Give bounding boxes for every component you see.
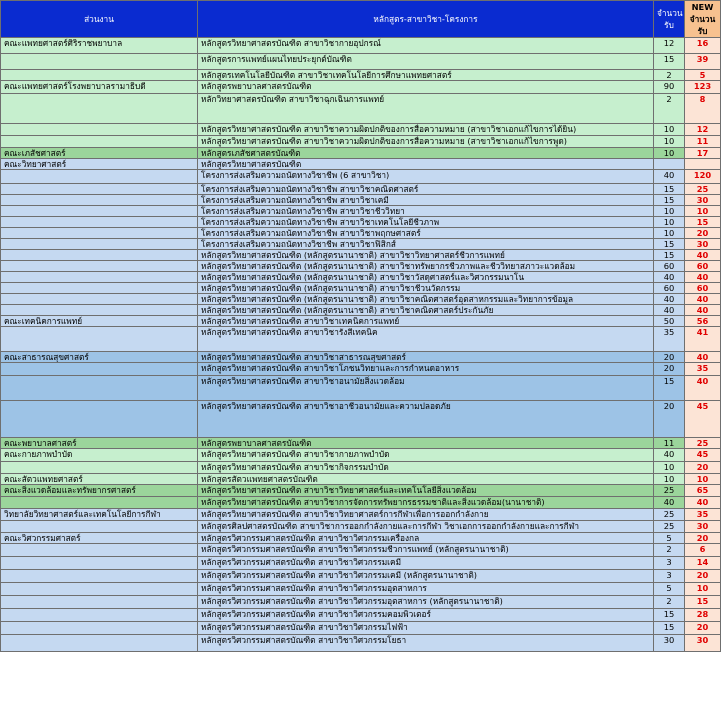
program-cell: หลักวิทยาศาสตรบัณฑิต สาขาวิชาฉุกเฉินการแพทย์ xyxy=(198,94,654,124)
program-cell: หลักสูตรวิทยาศาสตรบัณฑิต สาขาวิชากายอุปกรณ์ xyxy=(198,38,654,54)
count-cell: 60 xyxy=(654,261,685,272)
program-cell: หลักสูตรวิศวกรรมศาสตรบัณฑิต สาขาวิชาวิศวกรรมเครื่องกล xyxy=(198,533,654,544)
table-row xyxy=(1,635,721,652)
table-row xyxy=(1,521,721,533)
count-cell: 2 xyxy=(654,596,685,609)
table-row xyxy=(1,509,721,521)
unit-cell xyxy=(1,609,198,622)
unit-cell xyxy=(1,622,198,635)
count-cell: 15 xyxy=(654,195,685,206)
program-cell: โครงการส่งเสริมความถนัดทางวิชาชีพ สาขาวิชาคณิตศาสตร์ xyxy=(198,184,654,195)
count-cell: 10 xyxy=(654,206,685,217)
unit-cell: คณะสัตวแพทยศาสตร์ xyxy=(1,474,198,485)
table-row xyxy=(1,474,721,485)
unit-cell xyxy=(1,195,198,206)
count-cell: 40 xyxy=(654,272,685,283)
program-cell: โครงการส่งเสริมความถนัดทางวิชาชีพ สาขาวิชาเทคโนโลยีชีวภาพ xyxy=(198,217,654,228)
unit-cell xyxy=(1,294,198,305)
program-cell: หลักสูตรวิทยาศาสตรบัณฑิต สาขาวิชาโภชนวิทยาและการกำหนดอาหาร xyxy=(198,363,654,376)
unit-cell xyxy=(1,184,198,195)
table-row xyxy=(1,305,721,316)
table-row xyxy=(1,438,721,449)
table-row xyxy=(1,217,721,228)
count-cell: 10 xyxy=(654,148,685,159)
table-row xyxy=(1,283,721,294)
unit-cell xyxy=(1,570,198,583)
program-cell: หลักสูตรวิทยาศาสตรบัณฑิต สาขาวิชารังสีเทคนิค xyxy=(198,327,654,352)
table-row xyxy=(1,544,721,557)
count-cell: 15 xyxy=(654,239,685,250)
count-cell: 15 xyxy=(654,54,685,70)
count-cell: 15 xyxy=(654,250,685,261)
new-count-cell: 40 xyxy=(685,272,721,283)
new-count-cell: 35 xyxy=(685,509,721,521)
program-cell: หลักสูตรวิศวกรรมศาสตรบัณฑิต สาขาวิชาวิศวกรรมอุตสาหการ xyxy=(198,583,654,596)
new-count-cell: 65 xyxy=(685,485,721,497)
program-cell: หลักสูตรการแพทย์แผนไทยประยุกต์บัณฑิต xyxy=(198,54,654,70)
unit-cell: คณะแพทยศาสตร์ศิริราชพยาบาล xyxy=(1,38,198,54)
count-cell: 60 xyxy=(654,283,685,294)
new-count-cell: 10 xyxy=(685,206,721,217)
count-cell: 20 xyxy=(654,401,685,438)
new-count-cell: 20 xyxy=(685,533,721,544)
new-count-cell: 40 xyxy=(685,250,721,261)
count-cell: 50 xyxy=(654,316,685,327)
new-count-cell: 11 xyxy=(685,136,721,148)
program-cell: หลักสูตรวิทยาศาสตรบัณฑิต สาขาวิชาอาชีวอนามัยและความปลอดภัย xyxy=(198,401,654,438)
new-count-cell: 35 xyxy=(685,363,721,376)
unit-cell xyxy=(1,363,198,376)
unit-cell xyxy=(1,557,198,570)
count-cell: 15 xyxy=(654,376,685,401)
unit-cell: วิทยาลัยวิทยาศาสตร์และเทคโนโลยีการกีฬา xyxy=(1,509,198,521)
unit-cell xyxy=(1,583,198,596)
count-cell: 12 xyxy=(654,38,685,54)
count-cell: 25 xyxy=(654,485,685,497)
unit-cell xyxy=(1,94,198,124)
program-cell: หลักสูตรวิทยาศาสตรบัณฑิต xyxy=(198,159,654,170)
new-count-cell: 30 xyxy=(685,635,721,652)
new-count-cell: 17 xyxy=(685,148,721,159)
new-count-cell: 20 xyxy=(685,228,721,239)
count-cell: 15 xyxy=(654,184,685,195)
count-cell: 15 xyxy=(654,622,685,635)
table-row xyxy=(1,622,721,635)
new-count-cell: 30 xyxy=(685,195,721,206)
unit-cell: คณะสิ่งแวดล้อมและทรัพยากรศาสตร์ xyxy=(1,485,198,497)
count-cell: 30 xyxy=(654,635,685,652)
count-cell: 2 xyxy=(654,94,685,124)
header-count-line1: จำนวน xyxy=(657,8,683,18)
unit-cell: คณะวิศวกรรมศาสตร์ xyxy=(1,533,198,544)
new-count-cell: 123 xyxy=(685,81,721,94)
count-cell: 20 xyxy=(654,352,685,363)
table-row xyxy=(1,239,721,250)
count-cell: 40 xyxy=(654,497,685,509)
program-cell: หลักสูตรศิลปศาสตรบัณฑิต สาขาวิชาการออกกำลังกายและการกีฬา วิชาเอกการออกกำลังกายและการกีฬา xyxy=(198,521,654,533)
program-cell: หลักสูตรวิศวกรรมศาสตรบัณฑิต สาขาวิชาวิศวกรรมคอมพิวเตอร์ xyxy=(198,609,654,622)
unit-cell xyxy=(1,239,198,250)
program-cell: โครงการส่งเสริมความถนัดทางวิชาชีพ สาขาวิชาฟิสิกส์ xyxy=(198,239,654,250)
program-cell: หลักสูตรพยาบาลศาสตรบัณฑิต xyxy=(198,438,654,449)
table-row xyxy=(1,170,721,184)
program-cell: หลักสูตรวิทยาศาสตรบัณฑิต สาขาวิชาวิทยาศาสตร์และเทคโนโลยีสิ่งแวดล้อม xyxy=(198,485,654,497)
table-row xyxy=(1,136,721,148)
program-cell: หลักสูตรวิทยาศาสตรบัณฑิต (หลักสูตรนานาชาติ) สาขาวิชาทรัพยากรชีวภาพและชีววิทยาสภาวะแวดล้อม xyxy=(198,261,654,272)
count-cell: 10 xyxy=(654,217,685,228)
count-cell: 3 xyxy=(654,570,685,583)
program-cell: หลักสูตรวิทยาศาสตรบัณฑิต สาขาวิชากิจกรรมบำบัด xyxy=(198,462,654,474)
unit-cell xyxy=(1,261,198,272)
unit-cell xyxy=(1,70,198,81)
table-row xyxy=(1,250,721,261)
new-count-cell: 25 xyxy=(685,184,721,195)
new-count-cell: 6 xyxy=(685,544,721,557)
unit-cell xyxy=(1,544,198,557)
table-row xyxy=(1,54,721,70)
count-cell: 2 xyxy=(654,544,685,557)
new-count-cell: 20 xyxy=(685,462,721,474)
unit-cell xyxy=(1,283,198,294)
table-row xyxy=(1,148,721,159)
count-cell: 10 xyxy=(654,462,685,474)
table-body xyxy=(1,38,721,652)
program-cell: หลักสูตรวิศวกรรมศาสตรบัณฑิต สาขาวิชาวิศวกรรมไฟฟ้า xyxy=(198,622,654,635)
unit-cell xyxy=(1,250,198,261)
count-cell: 90 xyxy=(654,81,685,94)
count-cell: 15 xyxy=(654,609,685,622)
unit-cell xyxy=(1,305,198,316)
table-row xyxy=(1,294,721,305)
unit-cell: คณะพยาบาลศาสตร์ xyxy=(1,438,198,449)
new-count-cell: 12 xyxy=(685,124,721,136)
unit-cell xyxy=(1,124,198,136)
program-cell: หลักสูตรเทคโนโลยีบัณฑิต สาขาวิชาเทคโนโลยีการศึกษาแพทยศาสตร์ xyxy=(198,70,654,81)
table-row xyxy=(1,462,721,474)
unit-cell: คณะเทคนิคการแพทย์ xyxy=(1,316,198,327)
table-row xyxy=(1,159,721,170)
program-cell: หลักสูตรวิทยาศาสตรบัณฑิต (หลักสูตรนานาชาติ) สาขาวิชาวิทยาศาสตร์ชีวการแพทย์ xyxy=(198,250,654,261)
new-count-cell: 40 xyxy=(685,352,721,363)
table-row xyxy=(1,70,721,81)
program-cell: หลักสูตรวิทยาศาสตรบัณฑิต สาขาวิชาวิทยาศาสตร์การกีฬาเพื่อการออกกำลังกาย xyxy=(198,509,654,521)
header-count xyxy=(654,1,685,38)
unit-cell xyxy=(1,136,198,148)
table-row xyxy=(1,449,721,462)
program-cell: หลักสูตรวิทยาศาสตรบัณฑิต (หลักสูตรนานาชาติ) สาขาวิชาชีวนวัตกรรม xyxy=(198,283,654,294)
new-count-cell: 14 xyxy=(685,557,721,570)
header-row xyxy=(1,1,721,38)
count-cell: 40 xyxy=(654,170,685,184)
new-count-cell: 56 xyxy=(685,316,721,327)
count-cell: 40 xyxy=(654,305,685,316)
new-count-cell: 30 xyxy=(685,239,721,250)
program-cell: หลักสูตรพยาบาลศาสตรบัณฑิต xyxy=(198,81,654,94)
header-new-line3: รับ xyxy=(697,26,708,36)
header-program: หลักสูตร-สาขาวิชา-โครงการ xyxy=(198,1,654,38)
new-count-cell: 20 xyxy=(685,570,721,583)
count-cell: 25 xyxy=(654,509,685,521)
new-count-cell: 40 xyxy=(685,376,721,401)
program-cell: หลักสูตรวิทยาศาสตรบัณฑิต สาขาวิชาเทคนิคการแพทย์ xyxy=(198,316,654,327)
program-cell: หลักสูตรวิศวกรรมศาสตรบัณฑิต สาขาวิชาวิศวกรรมชีวการแพทย์ (หลักสูตรนานาชาติ) xyxy=(198,544,654,557)
header-new-count xyxy=(685,1,721,38)
count-cell: 10 xyxy=(654,124,685,136)
unit-cell: คณะสาธารณสุขศาสตร์ xyxy=(1,352,198,363)
unit-cell xyxy=(1,206,198,217)
program-cell: หลักสูตรวิทยาศาสตรบัณฑิต (หลักสูตรนานาชาติ) สาขาวิชาคณิตศาสตร์อุตสาหกรรมและวิทยาการข้อมูล xyxy=(198,294,654,305)
new-count-cell: 15 xyxy=(685,596,721,609)
program-cell: หลักสูตรวิทยาศาสตรบัณฑิต สาขาวิชาการจัดการทรัพยากรธรรมชาติและสิ่งแวดล้อม(นานาชาติ) xyxy=(198,497,654,509)
table-row xyxy=(1,583,721,596)
new-count-cell: 40 xyxy=(685,305,721,316)
header-count-line2: รับ xyxy=(664,20,674,30)
new-count-cell: 10 xyxy=(685,583,721,596)
count-cell: 35 xyxy=(654,327,685,352)
table-row xyxy=(1,401,721,438)
count-cell: 10 xyxy=(654,136,685,148)
program-cell: หลักสูตรวิทยาศาสตรบัณฑิต สาขาวิชาความผิดปกติของการสื่อความหมาย (สาขาวิชาเอกแก้ไขการได้ยิน) xyxy=(198,124,654,136)
table-row xyxy=(1,261,721,272)
count-cell: 40 xyxy=(654,449,685,462)
count-cell: 5 xyxy=(654,583,685,596)
table-row xyxy=(1,497,721,509)
unit-cell: คณะแพทยศาสตร์โรงพยาบาลรามาธิบดี xyxy=(1,81,198,94)
table-row xyxy=(1,327,721,352)
table-row xyxy=(1,316,721,327)
unit-cell: คณะกายภาพบำบัด xyxy=(1,449,198,462)
new-count-cell: 10 xyxy=(685,474,721,485)
program-cell: หลักสูตรวิทยาศาสตรบัณฑิต สาขาวิชาอนามัยสิ่งแวดล้อม xyxy=(198,376,654,401)
new-count-cell: 15 xyxy=(685,217,721,228)
unit-cell: คณะเภสัชศาสตร์ xyxy=(1,148,198,159)
table-row xyxy=(1,363,721,376)
new-count-cell: 28 xyxy=(685,609,721,622)
new-count-cell xyxy=(685,159,721,170)
table-row xyxy=(1,228,721,239)
unit-cell xyxy=(1,497,198,509)
program-cell: โครงการส่งเสริมความถนัดทางวิชาชีพ (6 สาขาวิชา) xyxy=(198,170,654,184)
new-count-cell: 5 xyxy=(685,70,721,81)
unit-cell xyxy=(1,272,198,283)
table-row xyxy=(1,206,721,217)
count-cell: 10 xyxy=(654,474,685,485)
table-row xyxy=(1,609,721,622)
header-new-line1: NEW xyxy=(691,2,714,12)
table-row xyxy=(1,485,721,497)
count-cell: 25 xyxy=(654,521,685,533)
unit-cell: คณะวิทยาศาสตร์ xyxy=(1,159,198,170)
table-row xyxy=(1,184,721,195)
count-cell: 3 xyxy=(654,557,685,570)
unit-cell xyxy=(1,217,198,228)
new-count-cell: 45 xyxy=(685,449,721,462)
unit-cell xyxy=(1,635,198,652)
table-row xyxy=(1,124,721,136)
table-row xyxy=(1,38,721,54)
new-count-cell: 41 xyxy=(685,327,721,352)
new-count-cell: 8 xyxy=(685,94,721,124)
count-cell: 40 xyxy=(654,294,685,305)
program-cell: หลักสูตรวิศวกรรมศาสตรบัณฑิต สาขาวิชาวิศวกรรมเคมี xyxy=(198,557,654,570)
table-row xyxy=(1,81,721,94)
table-row xyxy=(1,94,721,124)
count-cell xyxy=(654,159,685,170)
program-cell: โครงการส่งเสริมความถนัดทางวิชาชีพ สาขาวิชาชีววิทยา xyxy=(198,206,654,217)
table-row xyxy=(1,596,721,609)
count-cell: 2 xyxy=(654,70,685,81)
table-row xyxy=(1,570,721,583)
table-row xyxy=(1,557,721,570)
new-count-cell: 16 xyxy=(685,38,721,54)
unit-cell xyxy=(1,521,198,533)
unit-cell xyxy=(1,462,198,474)
program-cell: โครงการส่งเสริมความถนัดทางวิชาชีพ สาขาวิชาพฤกษศาสตร์ xyxy=(198,228,654,239)
program-cell: หลักสูตรวิทยาศาสตรบัณฑิต สาขาวิชากายภาพบำบัด xyxy=(198,449,654,462)
new-count-cell: 30 xyxy=(685,521,721,533)
new-count-cell: 120 xyxy=(685,170,721,184)
program-cell: โครงการส่งเสริมความถนัดทางวิชาชีพ สาขาวิชาเคมี xyxy=(198,195,654,206)
program-cell: หลักสูตรสัตวแพทยศาสตรบัณฑิต xyxy=(198,474,654,485)
new-count-cell: 40 xyxy=(685,294,721,305)
program-cell: หลักสูตรวิทยาศาสตรบัณฑิต (หลักสูตรนานาชาติ) สาขาวิชาคณิตศาสตร์ประกันภัย xyxy=(198,305,654,316)
unit-cell xyxy=(1,596,198,609)
unit-cell xyxy=(1,54,198,70)
table-row xyxy=(1,376,721,401)
unit-cell xyxy=(1,401,198,438)
header-new-line2: จำนวน xyxy=(689,14,716,24)
table-row xyxy=(1,352,721,363)
count-cell: 20 xyxy=(654,363,685,376)
new-count-cell: 25 xyxy=(685,438,721,449)
program-cell: หลักสูตรวิทยาศาสตรบัณฑิต สาขาวิชาสาธารณสุขศาสตร์ xyxy=(198,352,654,363)
unit-cell xyxy=(1,228,198,239)
program-cell: หลักสูตรวิทยาศาสตรบัณฑิต สาขาวิชาความผิดปกติของการสื่อความหมาย (สาขาวิชาเอกแก้ไขการพูด) xyxy=(198,136,654,148)
program-cell: หลักสูตรวิทยาศาสตรบัณฑิต (หลักสูตรนานาชาติ) สาขาวิชาวัสดุศาสตร์และวิศวกรรมนาโน xyxy=(198,272,654,283)
unit-cell xyxy=(1,327,198,352)
unit-cell xyxy=(1,170,198,184)
count-cell: 5 xyxy=(654,533,685,544)
unit-cell xyxy=(1,376,198,401)
count-cell: 10 xyxy=(654,228,685,239)
program-cell: หลักสูตรวิศวกรรมศาสตรบัณฑิต สาขาวิชาวิศวกรรมอุตสาหการ (หลักสูตรนานาชาติ) xyxy=(198,596,654,609)
count-cell: 11 xyxy=(654,438,685,449)
table-row xyxy=(1,533,721,544)
program-cell: หลักสูตรเภสัชศาสตรบัณฑิต xyxy=(198,148,654,159)
table-row xyxy=(1,272,721,283)
program-cell: หลักสูตรวิศวกรรมศาสตรบัณฑิต สาขาวิชาวิศวกรรมเคมี (หลักสูตรนานาชาติ) xyxy=(198,570,654,583)
program-cell: หลักสูตรวิศวกรรมศาสตรบัณฑิต สาขาวิชาวิศวกรรมโยธา xyxy=(198,635,654,652)
new-count-cell: 39 xyxy=(685,54,721,70)
new-count-cell: 60 xyxy=(685,283,721,294)
new-count-cell: 45 xyxy=(685,401,721,438)
new-count-cell: 60 xyxy=(685,261,721,272)
table-row xyxy=(1,195,721,206)
new-count-cell: 40 xyxy=(685,497,721,509)
header-unit: ส่วนงาน xyxy=(1,1,198,38)
new-count-cell: 20 xyxy=(685,622,721,635)
